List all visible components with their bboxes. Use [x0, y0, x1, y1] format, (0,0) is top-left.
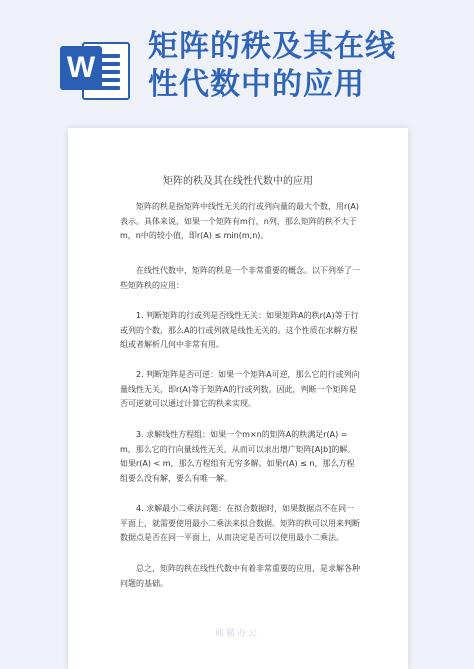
title-line-1: 矩阵的秩及其在线: [148, 29, 396, 64]
document-title: 矩阵的秩及其在线性代数中的应用: [163, 176, 313, 187]
paragraph-item-1: 1. 判断矩阵的行或列是否线性无关：如果矩阵A的秩r(A)等于行或列的个数，那么A的行或列就是线性无关的。这个性质在求解方程组或者解析几何中非常有用。: [120, 311, 359, 349]
paragraph-conclusion: 总之，矩阵的秩在线性代数中有着非常重要的应用，是求解各种问题的基础。: [120, 564, 360, 588]
document-sheet: [68, 128, 408, 669]
header: [0, 0, 474, 130]
page-title: [148, 28, 448, 104]
paragraph-item-4: 4. 求解最小二乘法问题：在拟合数据时，如果数据点不在同一平面上，就需要使用最小二乘法来拟合数据。矩阵的秩可以用来判断数据点是否在同一平面上，从而决定是否可以使用最小二乘法。: [120, 504, 360, 542]
paragraph-definition: 矩阵的秩是指矩阵中线性无关的行或列向量的最大个数，用r(A)表示。具体来说，如果一个矩阵有m行，n列，那么矩阵的秩不大于m，n中的较小值，即r(A) ≤ min(m,n)。: [120, 202, 360, 240]
paragraph-item-3: 3. 求解线性方程组：如果一个m×n的矩阵A的秩满足r(A) = m，那么它的行向量线性无关，从而可以求出增广矩阵[A|b]的解。如果r(A) < m，那么方程组有无穷多解。如果r(A) ≤ n，那么方程组要么没有解，要么有唯一解。: [120, 430, 356, 483]
watermark: 熊猫办公: [214, 629, 259, 639]
word-letter-badge: W: [60, 46, 102, 90]
word-icon: [60, 38, 130, 100]
paragraph-item-2: 2. 判断矩阵是否可逆：如果一个矩阵A可逆，那么它的行或列向量线性无关，即r(A)等于矩阵A的行或列数。因此，判断一个矩阵是否可逆就可以通过计算它的秩来实现。: [120, 370, 360, 408]
paragraph-intro: 在线性代数中，矩阵的秩是一个非常重要的概念。以下列举了一些矩阵秩的应用：: [120, 266, 360, 290]
title-line-2: 性代数中的应用: [148, 67, 365, 102]
